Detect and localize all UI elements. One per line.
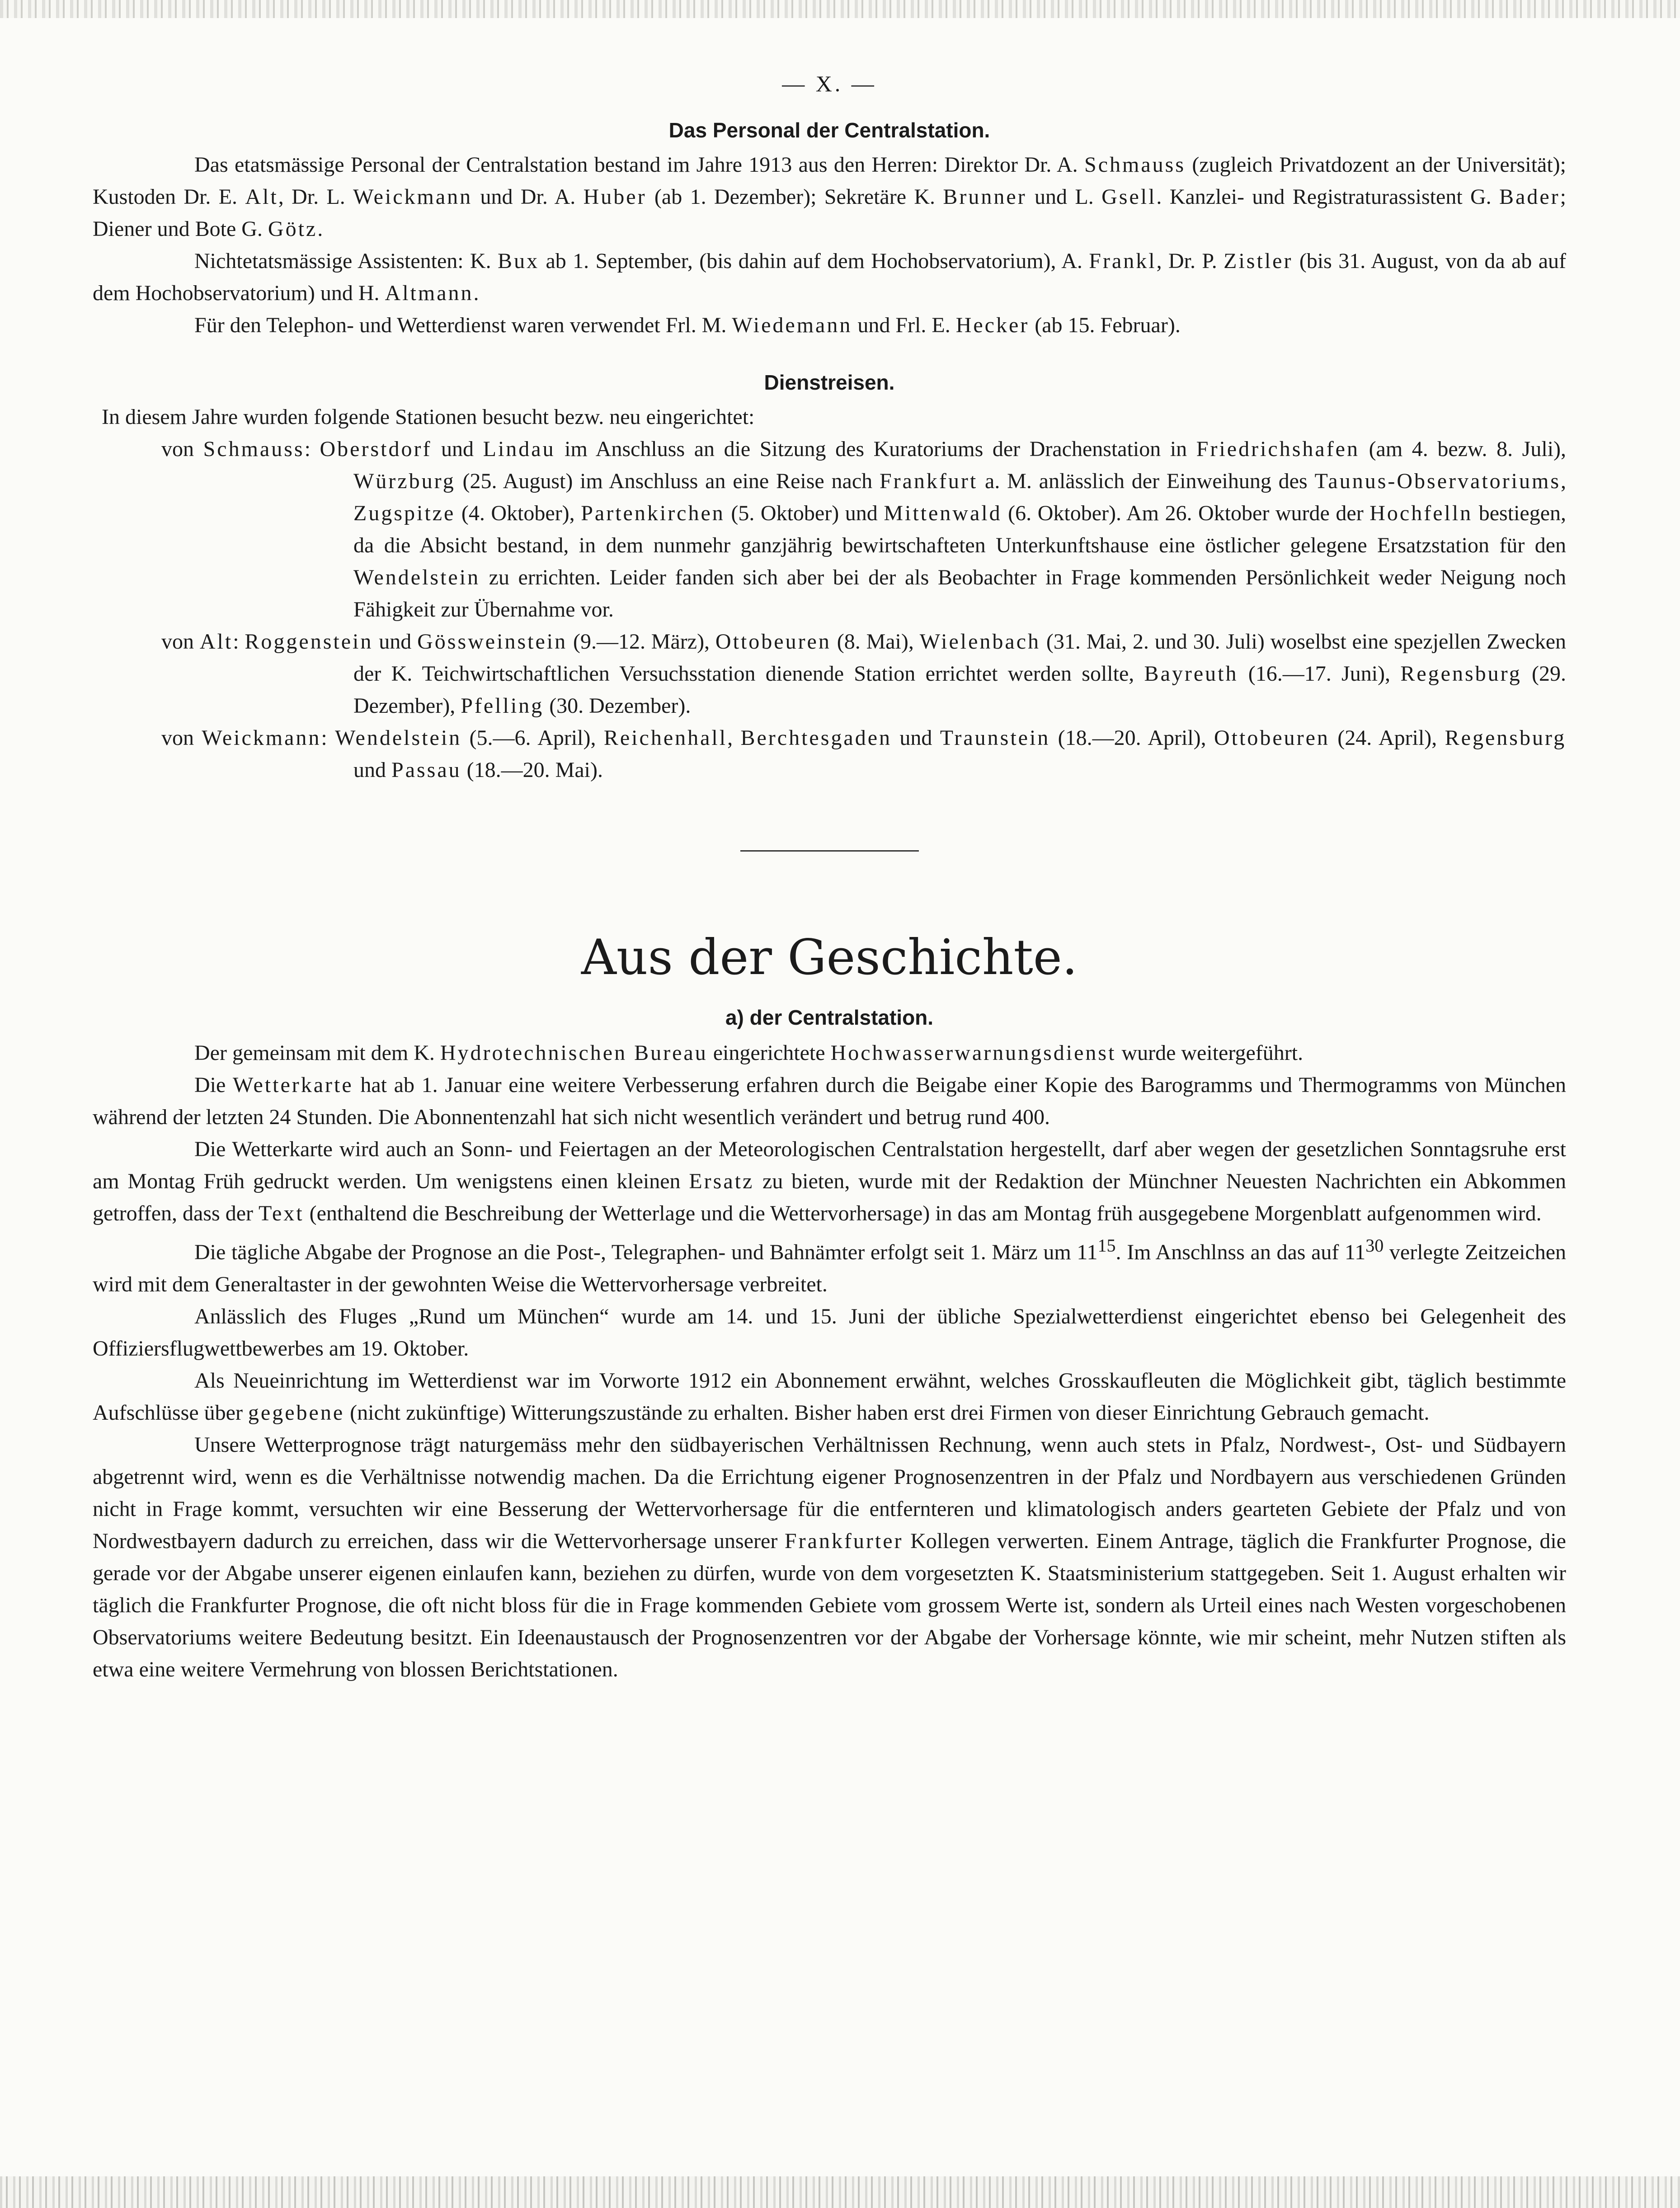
visit-entry-alt: von Alt: Roggenstein und Gössweinstein (9.—12. März), Ottobeuren (8. Mai), Wielenbach (31. Mai, 2. und 30. Juli) woselbst eine spezjellen Zwecken der K. Teichwirtschaftlichen Versuchsstation dienende Station errichtet werden sollte, Bayreuth (16.—17. Juni), Regensburg (29. Dezember), Pfelling (30. Dezember). <box>161 630 1567 718</box>
heading-personal: Das Personal der Centralstation. <box>668 118 990 142</box>
personal-paragraph-1: Das etatsmässige Personal der Centralstation bestand im Jahre 1913 aus den Herren: Direktor Dr. A. Schmauss (zugleich Privatdozent an der Universität); Kustoden Dr. E. Alt, Dr. L. Weickmann und Dr. A. Huber (ab 1. Dezember); Sekretäre K. Brunner und L. Gsell. Kanzlei- und Registraturassistent G. Bader; Diener und Bote G. Götz. <box>93 153 1566 241</box>
geschichte-paragraph-1: Der gemeinsam mit dem K. Hydrotechnischen Bureau eingerichtete Hochwasserwarnungsdienst wurde weitergeführt. <box>194 1041 1304 1065</box>
scan-noise-top <box>0 0 1680 18</box>
scan-noise-bottom <box>0 2176 1680 2208</box>
name-weickmann: Weickmann <box>353 185 473 209</box>
visit-entry-schmauss: von Schmauss: Oberstdorf und Lindau im Anschluss an die Sitzung des Kuratoriums der Drachenstation in Friedrichshafen (am 4. bezw. 8. Juli), Würzburg (25. August) im Anschluss an eine Reise nach Frankfurt a. M. anlässlich der Einweihung des Taunus-Observatoriums, Zugspitze (4. Oktober), Partenkirchen (5. Oktober) und Mittenwald (6. Oktober). Am 26. Oktober wurde der Hochfelln bestiegen, da die Absicht bestand, in dem nunmehr ganzjährig bewirtschafteten Unterkunftshause eine östlicher gelegene Ersatzstation für den Wendelstein zu errichten. Leider fanden sich aber bei der als Beobachter in Frage kommenden Persönlichkeit weder Neigung noch Fähigkeit zur Übernahme vor. <box>161 437 1567 621</box>
name-hecker: Hecker <box>955 313 1030 337</box>
name-bux: Bux <box>498 249 540 273</box>
name-frankl: Frankl <box>1089 249 1157 273</box>
personal-paragraph-3: Für den Telephon- und Wetterdienst waren verwendet Frl. M. Wiedemann und Frl. E. Hecker (ab 15. Februar). <box>194 313 1181 337</box>
geschichte-paragraph-2: Die Wetterkarte hat ab 1. Januar eine weitere Verbesserung erfahren durch die Beigabe einer Kopie des Barogramms und Thermogramms von München während der letzten 24 Stunden. Die Abonnentenzahl hat sich nicht wesentlich verändert und betrug rund 400. <box>93 1073 1566 1129</box>
name-alt: Alt <box>245 185 278 209</box>
name-wiedemann: Wiedemann <box>732 313 852 337</box>
geschichte-paragraph-6: Als Neueinrichtung im Wetterdienst war im Vorworte 1912 ein Abonnement erwähnt, welches Grosskaufleuten die Möglichkeit gibt, täglich bestimmte Aufschlüsse über gegebene (nicht zukünftige) Witterungszustände zu erhalten. Bisher haben erst drei Firmen von dieser Einrichtung Gebrauch gemacht. <box>93 1369 1566 1425</box>
name-huber: Huber <box>583 185 647 209</box>
name-schmauss: Schmauss <box>1084 153 1186 177</box>
personal-paragraph-2: Nichtetatsmässige Assistenten: K. Bux ab 1. September, (bis dahin auf dem Hochobservatorium), A. Frankl, Dr. P. Zistler (bis 31. August, von da ab auf dem Hochobservatorium) und H. Altmann. <box>93 249 1567 305</box>
geschichte-paragraph-7: Unsere Wetterprognose trägt naturgemäss mehr den südbayerischen Verhältnissen Rechnung, wenn auch stets in Pfalz, Nordwest-, Ost- und Südbayern abgetrennt wird, wenn es die Verhältnisse notwendig machen. Da die Errichtung eigener Prognosenzentren in der Pfalz und Nordbayern aus verschiedenen Gründen nicht in Frage kommt, versuchten wir eine Besserung der Wettervorhersage für die entfernteren und klimatologisch anders gearteten Gebiete der Pfalz und von Nordwestbayern dadurch zu erreichen, dass wir die Wettervorhersage unserer Frankfurter Kollegen verwerten. Einem Antrage, täglich die Frankfurter Prognose, die gerade vor der Abgabe unserer eigenen einlaufen kann, beziehen zu dürfen, wurde von dem vorgesetzten K. Staatsministerium stattgegeben. Seit 1. August erhalten wir täglich die Frankfurter Prognose, die oft nicht bloss für die in Frage kommenden Gebiete vom grossem Werte ist, sondern als Urteil eines nach Westen vorgeschobenen Observatoriums weitere Bedeutung besitzt. Ein Ideenaustausch der Prognosenzentren vor der Abgabe der Vorhersage könnte, wie mir scheint, mehr Nutzen stiften als etwa eine weitere Vermehrung von blossen Berichtstationen. <box>93 1433 1566 1681</box>
name-gsell: Gsell <box>1101 185 1157 209</box>
visit-entry-weickmann: von Weickmann: Wendelstein (5.—6. April), Reichenhall, Berchtesgaden und Traunstein (18.—20. April), Ottobeuren (24. April), Regensburg und Passau (18.—20. Mai). <box>161 726 1567 782</box>
page-number: — X. — <box>782 71 877 96</box>
name-brunner: Brunner <box>943 185 1027 209</box>
name-bader: Bader <box>1499 185 1560 209</box>
title-aus-der-geschichte: Aus der Geschichte. <box>581 929 1078 986</box>
heading-dienstreisen: Dienstreisen. <box>764 371 895 394</box>
document-page <box>93 68 1566 1685</box>
name-altmann: Altmann <box>385 281 474 305</box>
geschichte-paragraph-3: Die Wetterkarte wird auch an Sonn- und Feiertagen an der Meteorologischen Centralstation hergestellt, darf aber wegen der gesetzlichen Sonntagsruhe erst am Montag Früh gedruckt werden. Um wenigstens einen kleinen Ersatz zu bieten, wurde mit der Redaktion der Münchner Neuesten Nachrichten ein Abkommen getroffen, dass der Text (enthaltend die Beschreibung der Wetterlage und die Wettervorhersage) in das am Montag früh ausgegebene Morgenblatt aufgenommen wird. <box>93 1137 1567 1225</box>
geschichte-paragraph-5: Anlässlich des Fluges „Rund um München“ wurde am 14. und 15. Juni der übliche Spezialwetterdienst eingerichtet ebenso bei Gelegenheit des Offiziersflugwettbewerbes am 19. Oktober. <box>93 1304 1566 1361</box>
section-divider <box>740 850 919 852</box>
dienstreisen-intro: In diesem Jahre wurden folgende Stationen besucht bezw. neu eingerichtet: <box>102 405 755 429</box>
subheading-centralstation: a) der Centralstation. <box>725 1006 934 1029</box>
geschichte-paragraph-4: Die tägliche Abgabe der Prognose an die Post-, Telegraphen- und Bahnämter erfolgt seit 1. März um $11^{15}$. Im Anschlnss an das auf $11^{30}$ verlegte Zeitzeichen wird mit dem Generaltaster in der gewohnten Weise die Wettervorhersage verbreitet. <box>93 1235 1567 1296</box>
name-zistler: Zistler <box>1224 249 1293 273</box>
name-goetz: Götz <box>268 217 318 241</box>
